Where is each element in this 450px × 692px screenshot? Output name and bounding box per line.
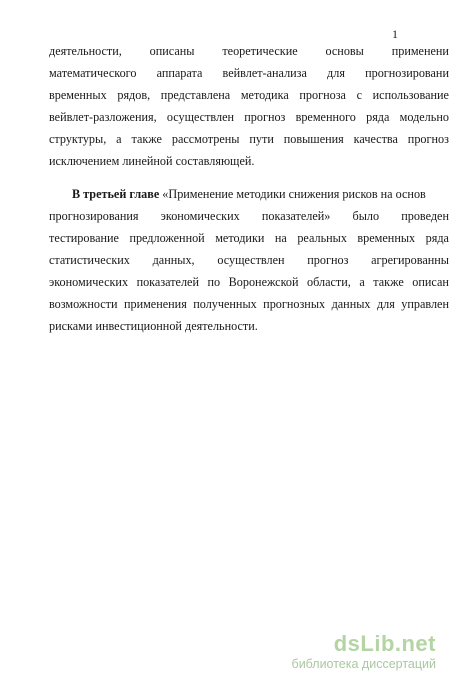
word: применени — [391, 44, 449, 58]
word: статистических — [49, 253, 130, 267]
paragraph-end-line: исключением линейной составляющей. — [49, 154, 255, 168]
word: аппарата — [156, 66, 203, 80]
word: основы — [325, 44, 364, 58]
justified-line — [49, 293, 449, 315]
word: а — [116, 132, 122, 146]
justified-line — [49, 128, 449, 150]
word: экономических — [160, 209, 240, 223]
page-number: 1 — [392, 27, 398, 41]
word: применения — [123, 297, 187, 311]
justified-line — [49, 271, 449, 293]
word: прогнозирования — [49, 209, 139, 223]
text-line-9 — [0, 227, 450, 249]
justified-line — [49, 249, 449, 271]
word: также — [131, 132, 162, 146]
word: математического — [49, 66, 137, 80]
word: повышения — [283, 132, 344, 146]
word: Воронежской — [228, 275, 299, 289]
word: модельно — [399, 110, 449, 124]
text-line-11 — [0, 271, 450, 293]
word: деятельности, — [49, 44, 122, 58]
word: представлена — [160, 88, 231, 102]
word: теоретические — [222, 44, 298, 58]
justified-line — [49, 205, 449, 227]
word: области, — [307, 275, 351, 289]
watermark-subtitle: библиотека диссертаций — [291, 657, 436, 671]
word: на — [274, 231, 287, 245]
word: прогнозных — [263, 297, 326, 311]
word: временного — [295, 110, 356, 124]
word: управлен — [401, 297, 449, 311]
justified-line — [49, 62, 449, 84]
word: осуществлен — [217, 253, 285, 267]
text-line-1 — [0, 40, 450, 62]
word: прогноза — [299, 88, 346, 102]
text-line-7 — [0, 183, 450, 205]
word: прогнозировани — [365, 66, 449, 80]
word: пути — [249, 132, 274, 146]
word: тестирование — [49, 231, 119, 245]
word: полученных — [193, 297, 257, 311]
word: показателей — [136, 275, 199, 289]
word: прогноз — [244, 110, 286, 124]
word: экономических — [49, 275, 129, 289]
justified-line — [49, 84, 449, 106]
word: использование — [372, 88, 449, 102]
chapter-title-text: «Применение методики снижения рисков на основ — [159, 187, 426, 201]
watermark-brand: dsLib.net — [333, 631, 436, 656]
word: предложенной — [129, 231, 205, 245]
text-line-8 — [0, 205, 450, 227]
word: методики — [215, 231, 265, 245]
justified-line — [49, 106, 449, 128]
justified-line — [49, 227, 449, 249]
word: реальных — [297, 231, 347, 245]
word: проведен — [401, 209, 449, 223]
word: агрегированны — [371, 253, 449, 267]
word: с — [356, 88, 362, 102]
word: рассмотрены — [171, 132, 240, 146]
word: осуществлен — [166, 110, 235, 124]
text-line-3 — [0, 84, 450, 106]
word: вейвлет-разложения, — [49, 110, 157, 124]
word: описаны — [149, 44, 195, 58]
text-line-13 — [0, 315, 450, 337]
chapter-reference: В третьей главе — [72, 187, 160, 201]
word: было — [352, 209, 380, 223]
word: прогноз — [407, 132, 449, 146]
text-line-6 — [0, 150, 450, 172]
text-line-2 — [0, 62, 450, 84]
word: качества — [353, 132, 398, 146]
word: структуры, — [49, 132, 107, 146]
word: возможности — [49, 297, 118, 311]
word: также — [373, 275, 404, 289]
word: методика — [240, 88, 289, 102]
word: а — [359, 275, 365, 289]
word: описан — [412, 275, 449, 289]
word: прогноз — [307, 253, 349, 267]
word: данных — [331, 297, 371, 311]
text-line-10 — [0, 249, 450, 271]
text-line-4 — [0, 106, 450, 128]
watermark-logo — [266, 632, 436, 682]
word: по — [207, 275, 221, 289]
paragraph-end-line: рисками инвестиционной деятельности. — [49, 319, 258, 333]
word: ряда — [366, 110, 390, 124]
justified-line — [49, 40, 449, 62]
text-line-12 — [0, 293, 450, 315]
word: показателей» — [261, 209, 331, 223]
word: для — [376, 297, 395, 311]
word: для — [327, 66, 345, 80]
text-line-5 — [0, 128, 450, 150]
word: данных, — [152, 253, 195, 267]
word: временных — [49, 88, 107, 102]
word: временных — [357, 231, 416, 245]
word: ряда — [425, 231, 449, 245]
paragraph-start-line — [72, 183, 450, 205]
word: рядов, — [117, 88, 151, 102]
word: вейвлет-анализа — [222, 66, 307, 80]
